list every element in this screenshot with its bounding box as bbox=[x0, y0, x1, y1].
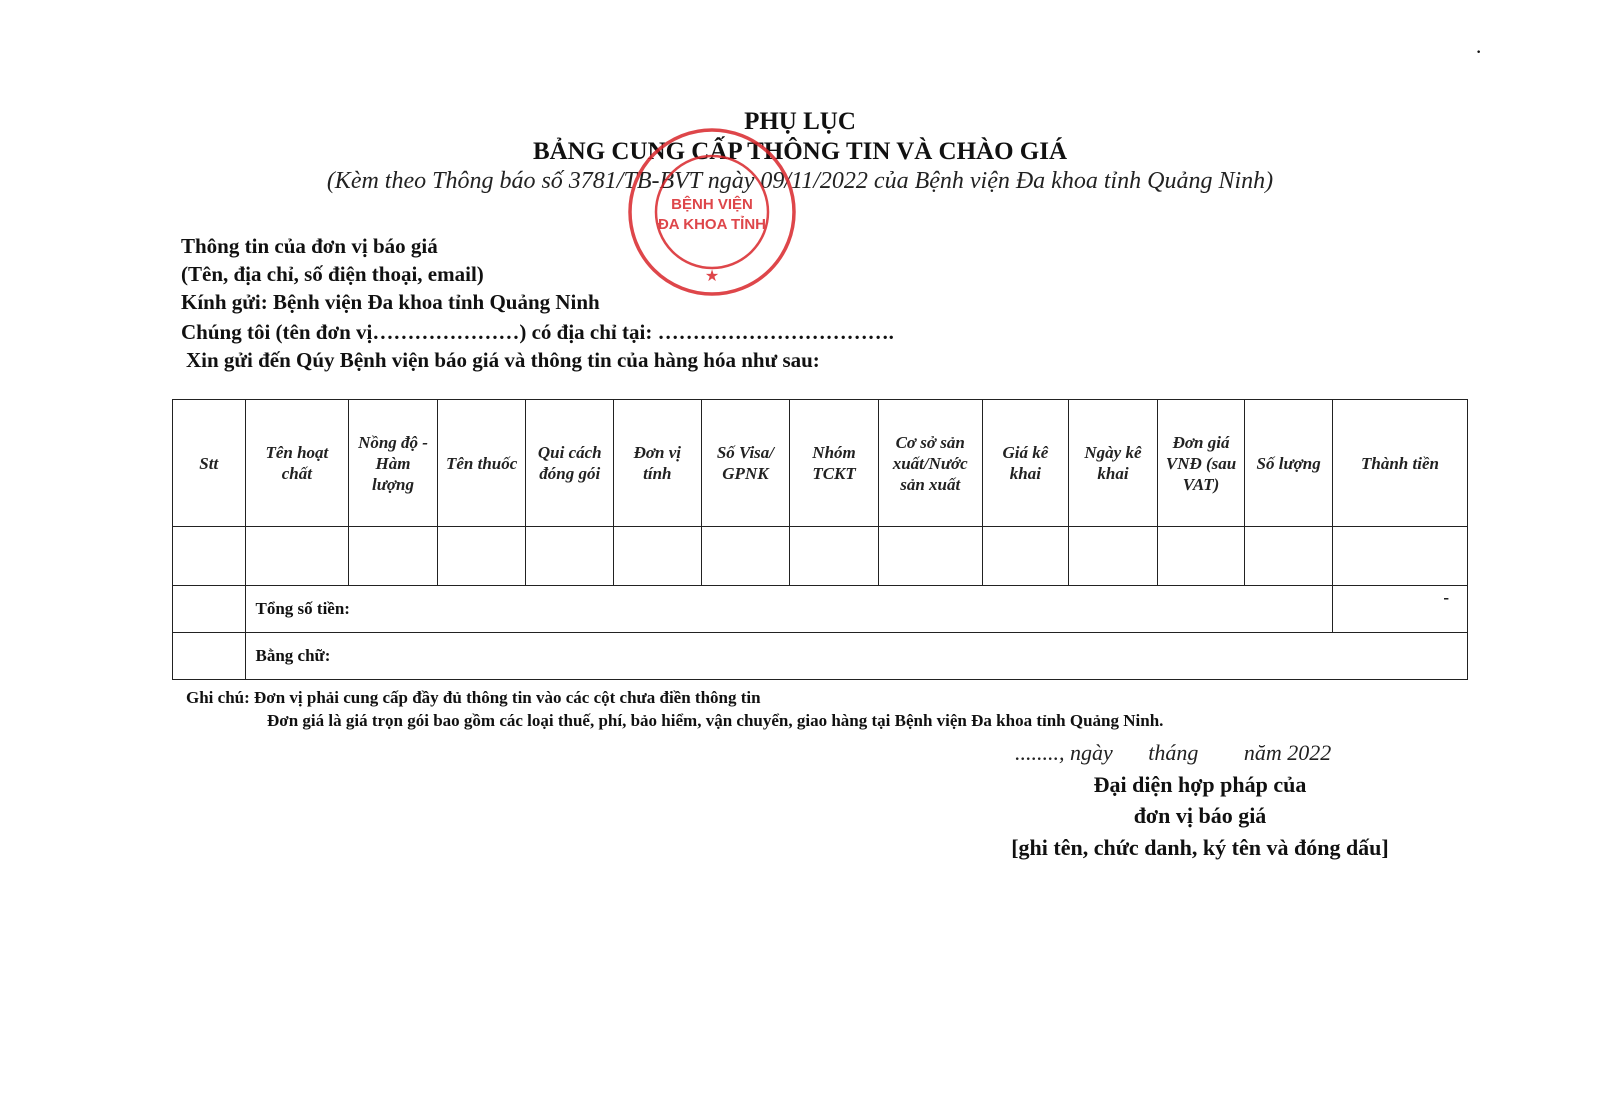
amount-in-words-label: Bằng chữ: bbox=[245, 633, 1468, 680]
total-value: - bbox=[1332, 586, 1467, 633]
table-cell[interactable] bbox=[1069, 527, 1158, 586]
quotation-table bbox=[172, 399, 1468, 680]
col-header-unit-price: Đơn giá VNĐ (sau VAT) bbox=[1157, 400, 1245, 527]
table-cell[interactable] bbox=[878, 527, 982, 586]
note-line-2: Đơn giá là giá trọn gói bao gồm các loại thuế, phí, bảo hiểm, vận chuyển, giao hàng tại Bệnh viện Đa khoa tỉnh Quảng Ninh. bbox=[267, 711, 1164, 730]
hospital-seal-stamp bbox=[625, 125, 800, 300]
table-cell[interactable] bbox=[790, 527, 879, 586]
table-cell[interactable] bbox=[1157, 527, 1245, 586]
col-header-unit: Đơn vị tính bbox=[614, 400, 702, 527]
col-header-concentration: Nồng độ - Hàm lượng bbox=[349, 400, 438, 527]
info-line-unit: Thông tin của đơn vị báo giá bbox=[181, 234, 438, 258]
table-cell[interactable] bbox=[349, 527, 438, 586]
signature-title-line2: đơn vị báo giá bbox=[1133, 803, 1267, 828]
table-cell[interactable] bbox=[701, 527, 790, 586]
table-cell[interactable] bbox=[437, 527, 526, 586]
table-cell[interactable] bbox=[173, 527, 246, 586]
col-header-active-ingredient: Tên hoạt chất bbox=[245, 400, 349, 527]
table-cell[interactable] bbox=[982, 527, 1069, 586]
total-row bbox=[173, 586, 1468, 633]
table-cell[interactable] bbox=[245, 527, 349, 586]
col-header-quantity: Số lượng bbox=[1245, 400, 1333, 527]
info-line-address: Chúng tôi (tên đơn vị…………………) có địa chỉ tại: ……………………………. bbox=[181, 320, 894, 344]
table-cell[interactable] bbox=[526, 527, 614, 586]
info-line-request: Xin gửi đến Qúy Bệnh viện báo giá và thông tin của hàng hóa như sau: bbox=[186, 348, 820, 372]
col-header-declared-price: Giá kê khai bbox=[982, 400, 1069, 527]
document-subtitle: (Kèm theo Thông báo số 3781/TB-BVT ngày 09/11/2022 của Bệnh viện Đa khoa tỉnh Quảng Ninh) bbox=[326, 168, 1274, 194]
table-row bbox=[173, 527, 1468, 586]
col-header-amount: Thành tiền bbox=[1332, 400, 1467, 527]
seal-text-line1: BỆNH VIỆN bbox=[671, 196, 753, 213]
total-label: Tổng số tiền: bbox=[245, 586, 1332, 633]
col-header-declared-date: Ngày kê khai bbox=[1069, 400, 1158, 527]
info-line-contact: (Tên, địa chỉ, số điện thoại, email) bbox=[181, 262, 484, 286]
words-row-stt-cell bbox=[173, 633, 246, 680]
words-row bbox=[173, 633, 1468, 680]
table-header-row bbox=[173, 400, 1468, 527]
col-header-group: Nhóm TCKT bbox=[790, 400, 879, 527]
note-line-1: Ghi chú: Đơn vị phải cung cấp đầy đủ thông tin vào các cột chưa điền thông tin bbox=[186, 688, 761, 707]
signature-title-line1: Đại diện hợp pháp của bbox=[1093, 772, 1307, 797]
table-cell[interactable] bbox=[1332, 527, 1467, 586]
table-cell[interactable] bbox=[1245, 527, 1333, 586]
info-line-recipient: Kính gửi: Bệnh viện Đa khoa tỉnh Quảng Ninh bbox=[181, 290, 600, 314]
document-title: BẢNG CUNG CẤP THÔNG TIN VÀ CHÀO GIÁ bbox=[532, 138, 1068, 165]
page-title: PHỤ LỤC bbox=[744, 108, 856, 135]
col-header-visa: Số Visa/ GPNK bbox=[701, 400, 790, 527]
date-year: năm 2022 bbox=[1243, 740, 1332, 765]
seal-text-line2: ĐA KHOA TỈNH bbox=[657, 216, 767, 233]
seal-star-icon: ★ bbox=[704, 266, 720, 285]
col-header-stt: Stt bbox=[173, 400, 246, 527]
signature-date bbox=[1015, 740, 1331, 766]
col-header-packaging: Qui cách đóng gói bbox=[526, 400, 614, 527]
date-day: ........, ngày bbox=[1015, 740, 1113, 765]
col-header-manufacturer: Cơ sở sản xuất/Nước sản xuất bbox=[878, 400, 982, 527]
date-month: tháng bbox=[1148, 740, 1199, 765]
signature-instruction: [ghi tên, chức danh, ký tên và đóng dấu] bbox=[1011, 835, 1389, 860]
corner-mark: · bbox=[1476, 44, 1482, 61]
table-cell[interactable] bbox=[614, 527, 702, 586]
col-header-drug-name: Tên thuốc bbox=[437, 400, 526, 527]
total-row-stt-cell bbox=[173, 586, 246, 633]
